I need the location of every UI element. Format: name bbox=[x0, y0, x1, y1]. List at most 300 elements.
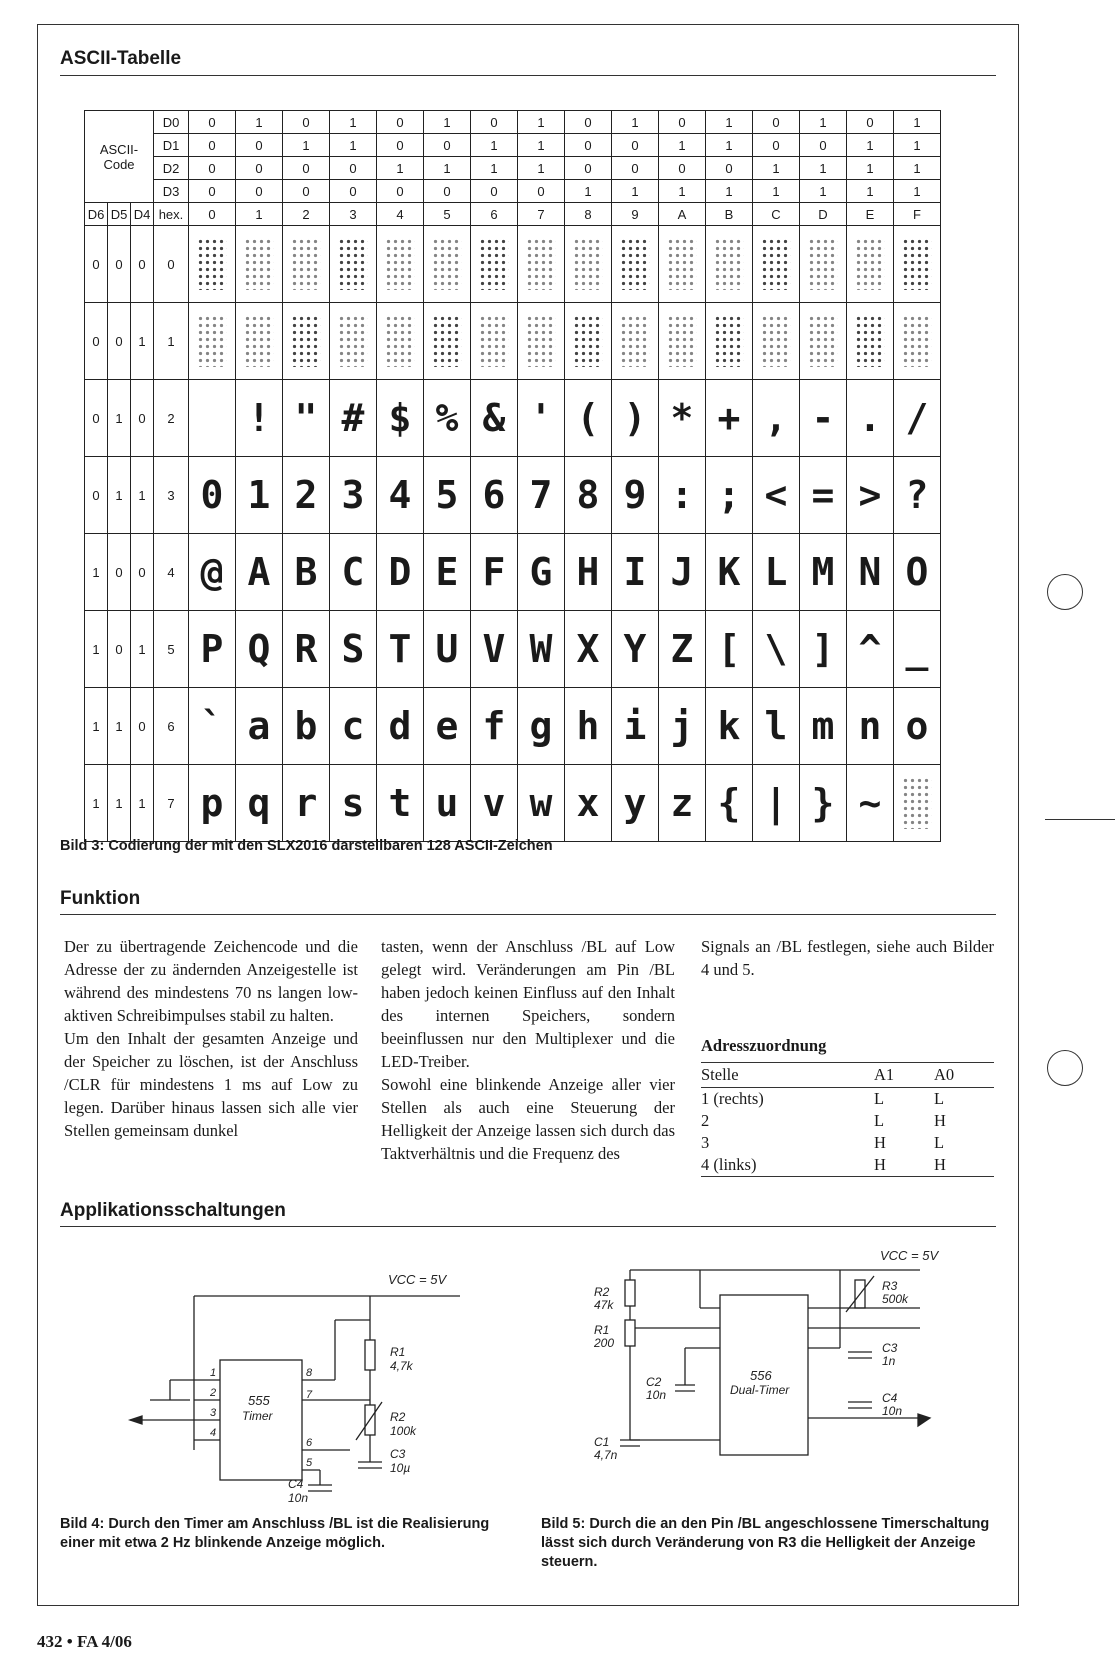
bit-value: 1 bbox=[659, 180, 706, 203]
dot-matrix-glyph bbox=[518, 611, 565, 688]
row-bit: 0 bbox=[108, 303, 131, 380]
bit-value: 1 bbox=[330, 134, 377, 157]
dot-matrix-glyph bbox=[753, 765, 800, 842]
glyph-char: m bbox=[811, 704, 835, 748]
row-bit: 1 bbox=[131, 303, 154, 380]
glyph-char: S bbox=[341, 627, 365, 671]
component-label: 4,7k bbox=[390, 1359, 413, 1373]
hex-value: 1 bbox=[236, 203, 283, 226]
resistor-r1 bbox=[365, 1340, 375, 1370]
dot-matrix-glyph bbox=[236, 457, 283, 534]
dot-pattern bbox=[714, 315, 744, 367]
dot-matrix-glyph bbox=[236, 534, 283, 611]
glyph-char: @ bbox=[200, 550, 224, 594]
col-header: hex. bbox=[154, 203, 189, 226]
dot-matrix-glyph bbox=[894, 688, 941, 765]
glyph-char: b bbox=[294, 704, 318, 748]
dot-pattern bbox=[573, 315, 603, 367]
hex-value: 7 bbox=[518, 203, 565, 226]
dot-matrix-glyph bbox=[800, 688, 847, 765]
dot-matrix-glyph bbox=[753, 534, 800, 611]
component-label: R3 bbox=[882, 1279, 898, 1293]
glyph-char: g bbox=[529, 704, 553, 748]
bit-value: 1 bbox=[800, 111, 847, 134]
dot-matrix-glyph bbox=[706, 534, 753, 611]
bit-value: 1 bbox=[800, 157, 847, 180]
row-bit: 0 bbox=[85, 457, 108, 534]
bit-value: 0 bbox=[612, 134, 659, 157]
col-header: D6 bbox=[85, 203, 108, 226]
bit-value: 0 bbox=[236, 134, 283, 157]
row-bit: 2 bbox=[154, 380, 189, 457]
glyph-char: n bbox=[858, 704, 882, 748]
glyph-char: 9 bbox=[623, 473, 647, 517]
glyph-char: [ bbox=[717, 627, 741, 671]
dot-matrix-glyph bbox=[753, 611, 800, 688]
glyph-char: W bbox=[529, 627, 553, 671]
dot-matrix-glyph bbox=[471, 765, 518, 842]
row-bit: 0 bbox=[85, 303, 108, 380]
bit-value: 0 bbox=[330, 180, 377, 203]
glyph-char: X bbox=[576, 627, 600, 671]
row-bit: 0 bbox=[85, 226, 108, 303]
glyph-char: % bbox=[435, 396, 459, 440]
address-table-title: Adresszuordnung bbox=[701, 1036, 827, 1055]
dot-matrix-glyph bbox=[894, 303, 941, 380]
dot-pattern bbox=[479, 315, 509, 367]
dot-matrix-glyph bbox=[283, 457, 330, 534]
dot-matrix-glyph bbox=[847, 611, 894, 688]
glyph-char: Q bbox=[247, 627, 271, 671]
hex-value: 3 bbox=[330, 203, 377, 226]
glyph-char: } bbox=[811, 781, 835, 825]
dot-matrix-glyph bbox=[424, 457, 471, 534]
dot-matrix-glyph bbox=[706, 303, 753, 380]
bit-value: 1 bbox=[706, 134, 753, 157]
bit-value: 1 bbox=[612, 111, 659, 134]
punch-hole-circle bbox=[1047, 1050, 1083, 1086]
dot-matrix-glyph bbox=[377, 380, 424, 457]
bit-name: D1 bbox=[154, 134, 189, 157]
pin-label: 2 bbox=[210, 1387, 217, 1399]
glyph-char: | bbox=[764, 781, 788, 825]
dot-matrix-glyph bbox=[518, 380, 565, 457]
glyph-char: ~ bbox=[858, 781, 882, 825]
component-label: 500k bbox=[882, 1292, 909, 1306]
dot-matrix-glyph bbox=[659, 226, 706, 303]
dot-matrix-glyph bbox=[753, 226, 800, 303]
bit-value: 0 bbox=[753, 111, 800, 134]
component-label: 4,7n bbox=[594, 1448, 618, 1462]
dot-pattern bbox=[667, 238, 697, 290]
bit-value: 0 bbox=[189, 157, 236, 180]
glyph-char: o bbox=[905, 704, 929, 748]
dot-matrix-glyph bbox=[189, 688, 236, 765]
addr-cell: H bbox=[934, 1111, 946, 1130]
glyph-char: > bbox=[858, 473, 882, 517]
dot-pattern bbox=[714, 238, 744, 290]
pot-arrow bbox=[846, 1276, 874, 1312]
dot-matrix-glyph bbox=[800, 611, 847, 688]
hex-value: D bbox=[800, 203, 847, 226]
bit-value: 1 bbox=[283, 134, 330, 157]
glyph-char: , bbox=[764, 396, 788, 440]
glyph-char: K bbox=[717, 550, 741, 594]
dot-matrix-glyph bbox=[424, 226, 471, 303]
glyph-char: ) bbox=[623, 396, 647, 440]
glyph-char: : bbox=[670, 473, 694, 517]
row-bit: 0 bbox=[85, 380, 108, 457]
glyph-char: f bbox=[482, 704, 506, 748]
glyph-char: J bbox=[670, 550, 694, 594]
addr-cell: H bbox=[874, 1154, 934, 1177]
section-rule bbox=[60, 75, 996, 76]
dot-matrix-glyph bbox=[894, 611, 941, 688]
dot-matrix-glyph bbox=[706, 611, 753, 688]
addr-cell: L bbox=[934, 1133, 945, 1152]
glyph-char: V bbox=[482, 627, 506, 671]
dot-matrix-glyph bbox=[236, 226, 283, 303]
dot-matrix-glyph bbox=[471, 534, 518, 611]
bit-value: 0 bbox=[189, 134, 236, 157]
dot-matrix-glyph bbox=[471, 380, 518, 457]
bit-value: 0 bbox=[236, 157, 283, 180]
row-bit: 1 bbox=[131, 765, 154, 842]
paragraph: Signals an /BL festlegen, siehe auch Bilder 4 und 5. bbox=[701, 937, 994, 979]
glyph-char: ( bbox=[576, 396, 600, 440]
figure-caption-3: Bild 3: Codierung der mit den SLX2016 darstellbaren 128 ASCII-Zeichen bbox=[60, 838, 553, 854]
dot-matrix-glyph bbox=[518, 534, 565, 611]
component-label: R2 bbox=[594, 1285, 610, 1299]
dot-pattern bbox=[526, 315, 556, 367]
dot-matrix-glyph bbox=[565, 303, 612, 380]
component-label: 10n bbox=[288, 1491, 309, 1505]
bit-value: 0 bbox=[518, 180, 565, 203]
bit-value: 1 bbox=[471, 134, 518, 157]
bit-value: 0 bbox=[283, 111, 330, 134]
glyph-char: < bbox=[764, 473, 788, 517]
pin-label: 7 bbox=[306, 1389, 313, 1401]
component-label: C3 bbox=[390, 1447, 406, 1461]
dot-pattern bbox=[902, 777, 932, 829]
dot-pattern bbox=[291, 315, 321, 367]
bit-value: 1 bbox=[706, 180, 753, 203]
pin-label: 5 bbox=[306, 1457, 313, 1469]
bit-value: 1 bbox=[706, 111, 753, 134]
dot-pattern bbox=[667, 315, 697, 367]
addr-cell: L bbox=[874, 1089, 885, 1108]
glyph-char: $ bbox=[388, 396, 412, 440]
row-bit: 0 bbox=[131, 534, 154, 611]
hex-value: 5 bbox=[424, 203, 471, 226]
row-bit: 1 bbox=[131, 457, 154, 534]
dot-matrix-glyph bbox=[847, 688, 894, 765]
glyph-char: 1 bbox=[247, 473, 271, 517]
glyph-char: # bbox=[341, 396, 365, 440]
addr-header: A1 bbox=[874, 1063, 934, 1088]
glyph-char: 8 bbox=[576, 473, 600, 517]
dot-matrix-glyph bbox=[283, 765, 330, 842]
hex-value: 2 bbox=[283, 203, 330, 226]
glyph-char: c bbox=[341, 704, 365, 748]
dot-matrix-glyph bbox=[377, 765, 424, 842]
pin-label: 6 bbox=[306, 1437, 313, 1449]
dot-matrix-glyph bbox=[424, 688, 471, 765]
dot-matrix-glyph bbox=[236, 380, 283, 457]
dot-matrix-glyph bbox=[236, 303, 283, 380]
glyph-char: x bbox=[576, 781, 600, 825]
paragraph: Um den Inhalt der gesamten Anzeige und der Speicher zu löschen, ist der Anschluss /CLR für mindestens 1 ms auf Low zu legen. Darüber hinaus lassen sich alle vier Stellen gemeinsam dunkel bbox=[64, 1029, 358, 1140]
glyph-char: w bbox=[529, 781, 553, 825]
pin-label: 8 bbox=[306, 1367, 313, 1379]
component-label: R2 bbox=[390, 1410, 406, 1424]
glyph-char: . bbox=[858, 396, 882, 440]
dot-pattern bbox=[291, 238, 321, 290]
addr-cell: 4 (links) bbox=[701, 1154, 874, 1177]
glyph-char: = bbox=[811, 473, 835, 517]
row-bit: 0 bbox=[108, 534, 131, 611]
dot-matrix-glyph bbox=[471, 688, 518, 765]
bit-value: 0 bbox=[800, 134, 847, 157]
component-label: 10µ bbox=[390, 1461, 411, 1475]
dot-matrix-glyph bbox=[236, 611, 283, 688]
glyph-char: 4 bbox=[388, 473, 412, 517]
glyph-char: ^ bbox=[858, 627, 882, 671]
glyph-char: R bbox=[294, 627, 318, 671]
dot-matrix-glyph bbox=[800, 380, 847, 457]
dot-matrix-glyph bbox=[377, 303, 424, 380]
section-rule bbox=[60, 1226, 996, 1227]
addr-cell: 1 (rechts) bbox=[701, 1089, 764, 1108]
glyph-char: * bbox=[670, 396, 694, 440]
dot-matrix-glyph bbox=[189, 457, 236, 534]
dot-matrix-glyph bbox=[659, 688, 706, 765]
bit-value: 0 bbox=[283, 157, 330, 180]
dot-matrix-glyph bbox=[894, 765, 941, 842]
hex-value: 8 bbox=[565, 203, 612, 226]
dot-pattern bbox=[808, 315, 838, 367]
dot-matrix-glyph bbox=[189, 534, 236, 611]
dot-matrix-glyph bbox=[659, 534, 706, 611]
dot-matrix-glyph bbox=[753, 303, 800, 380]
dot-matrix-glyph bbox=[565, 534, 612, 611]
glyph-char: u bbox=[435, 781, 459, 825]
glyph-char: 5 bbox=[435, 473, 459, 517]
dot-matrix-glyph bbox=[565, 380, 612, 457]
dot-matrix-glyph bbox=[659, 611, 706, 688]
component-label: C4 bbox=[288, 1477, 304, 1491]
label-text: ASCII- bbox=[99, 141, 139, 157]
chip-label: 556 bbox=[750, 1368, 772, 1383]
dot-matrix-glyph bbox=[189, 765, 236, 842]
row-bit: 1 bbox=[85, 765, 108, 842]
dot-matrix-glyph bbox=[189, 380, 236, 457]
chip-label: 555 bbox=[248, 1393, 270, 1408]
dot-matrix-glyph bbox=[847, 303, 894, 380]
row-bit: 1 bbox=[108, 457, 131, 534]
bit-value: 0 bbox=[706, 157, 753, 180]
bit-value: 0 bbox=[424, 180, 471, 203]
glyph-char: + bbox=[717, 396, 741, 440]
col-header: D4 bbox=[131, 203, 154, 226]
dot-matrix-glyph bbox=[283, 226, 330, 303]
glyph-char: ! bbox=[247, 396, 271, 440]
dot-matrix-glyph bbox=[471, 611, 518, 688]
bit-value: 1 bbox=[894, 157, 941, 180]
section-title-ascii: ASCII-Tabelle bbox=[60, 48, 182, 69]
row-bit: 6 bbox=[154, 688, 189, 765]
dot-matrix-glyph bbox=[612, 688, 659, 765]
dot-matrix-glyph bbox=[330, 688, 377, 765]
dot-matrix-glyph bbox=[283, 303, 330, 380]
dot-matrix-glyph bbox=[377, 688, 424, 765]
glyph-char: r bbox=[294, 781, 318, 825]
dot-matrix-glyph bbox=[189, 611, 236, 688]
schematic-555 bbox=[120, 1240, 460, 1510]
bit-value: 1 bbox=[377, 157, 424, 180]
dot-matrix-glyph bbox=[847, 226, 894, 303]
dot-matrix-glyph bbox=[565, 688, 612, 765]
pin-label: 4 bbox=[210, 1427, 217, 1439]
addr-cell: L bbox=[934, 1089, 945, 1108]
bit-value: 0 bbox=[565, 157, 612, 180]
schematic-556 bbox=[590, 1240, 950, 1490]
dot-matrix-glyph bbox=[471, 457, 518, 534]
dot-matrix-glyph bbox=[424, 534, 471, 611]
figure-caption-4: Bild 4: Durch den Timer am Anschluss /BL ist die Realisierung einer mit etwa 2 Hz blinkende Anzeige möglich. bbox=[60, 1516, 490, 1551]
glyph-char: H bbox=[576, 550, 600, 594]
bit-value: 1 bbox=[659, 134, 706, 157]
paragraph: tasten, wenn der Anschluss /BL auf Low gelegt wird. Veränderungen am Pin /BL haben jedoch keinen Einfluss auf den Inhalt des internen Speichers, sondern beeinflussen nur den Multiplexer und die LED-Treiber. bbox=[381, 937, 675, 1071]
bit-value: 0 bbox=[189, 111, 236, 134]
dot-matrix-glyph bbox=[236, 765, 283, 842]
glyph-char: ? bbox=[905, 473, 929, 517]
bit-value: 0 bbox=[377, 111, 424, 134]
bit-value: 1 bbox=[236, 111, 283, 134]
row-bit: 1 bbox=[131, 611, 154, 688]
addr-cell: 2 bbox=[701, 1111, 710, 1130]
vcc-label: VCC = 5V bbox=[880, 1248, 939, 1263]
glyph-char: ' bbox=[529, 396, 553, 440]
paragraph: Der zu übertragende Zeichencode und die Adresse der zu ändernden Anzeigestelle ist während des mindestens 70 ns langen low-aktiven Schreibimpulses stabil zu halten. bbox=[64, 937, 358, 1025]
glyph-char: / bbox=[905, 396, 929, 440]
bit-value: 1 bbox=[424, 111, 471, 134]
dot-matrix-glyph bbox=[847, 765, 894, 842]
vcc-label: VCC = 5V bbox=[388, 1272, 447, 1287]
pin-label: 3 bbox=[210, 1407, 217, 1419]
dot-matrix-glyph bbox=[894, 534, 941, 611]
addr-cell: 3 bbox=[701, 1133, 710, 1152]
pin-label: 1 bbox=[210, 1367, 217, 1379]
dot-matrix-glyph bbox=[612, 534, 659, 611]
hex-value: A bbox=[659, 203, 706, 226]
dot-matrix-glyph bbox=[706, 226, 753, 303]
bit-value: 1 bbox=[612, 180, 659, 203]
row-bit: 1 bbox=[108, 765, 131, 842]
row-bit: 0 bbox=[131, 380, 154, 457]
dot-matrix-glyph bbox=[565, 765, 612, 842]
dot-matrix-glyph bbox=[283, 534, 330, 611]
dot-matrix-glyph bbox=[800, 303, 847, 380]
section-rule bbox=[60, 914, 996, 915]
figure-caption-5: Bild 5: Durch die an den Pin /BL angeschlossene Timerschaltung lässt sich durch Veränderung von R3 die Helligkeit der Anzeige steuern. bbox=[541, 1516, 990, 1570]
dot-matrix-glyph bbox=[330, 611, 377, 688]
dot-pattern bbox=[902, 238, 932, 290]
dot-matrix-glyph bbox=[283, 380, 330, 457]
glyph-char: \ bbox=[764, 627, 788, 671]
dot-matrix-glyph bbox=[565, 457, 612, 534]
glyph-char: F bbox=[482, 550, 506, 594]
dot-pattern bbox=[855, 315, 885, 367]
dot-pattern bbox=[385, 315, 415, 367]
dot-matrix-glyph bbox=[612, 380, 659, 457]
glyph-char: U bbox=[435, 627, 459, 671]
glyph-char: y bbox=[623, 781, 647, 825]
dot-matrix-glyph bbox=[659, 457, 706, 534]
hex-value: B bbox=[706, 203, 753, 226]
dot-pattern bbox=[244, 315, 274, 367]
chip-label: Timer bbox=[242, 1409, 273, 1423]
component-label: R1 bbox=[390, 1345, 406, 1359]
address-table bbox=[701, 1062, 994, 1177]
dot-pattern bbox=[197, 238, 227, 290]
bit-value: 0 bbox=[377, 180, 424, 203]
dot-matrix-glyph bbox=[471, 226, 518, 303]
glyph-char: _ bbox=[905, 627, 929, 671]
dot-matrix-glyph bbox=[706, 688, 753, 765]
dot-matrix-glyph bbox=[706, 457, 753, 534]
dot-matrix-glyph bbox=[518, 303, 565, 380]
hex-value: 6 bbox=[471, 203, 518, 226]
glyph-char: { bbox=[717, 781, 741, 825]
dot-matrix-glyph bbox=[283, 611, 330, 688]
glyph-char: L bbox=[764, 550, 788, 594]
row-bit: 1 bbox=[85, 534, 108, 611]
bit-value: 1 bbox=[518, 134, 565, 157]
bit-name: D3 bbox=[154, 180, 189, 203]
punch-hole-circle bbox=[1047, 574, 1083, 610]
dot-pattern bbox=[761, 315, 791, 367]
bit-value: 0 bbox=[330, 157, 377, 180]
dot-pattern bbox=[197, 315, 227, 367]
glyph-char: G bbox=[529, 550, 553, 594]
glyph-char: 7 bbox=[529, 473, 553, 517]
addr-cell: L bbox=[874, 1111, 885, 1130]
dot-matrix-glyph bbox=[800, 226, 847, 303]
dot-pattern bbox=[902, 315, 932, 367]
dot-matrix-glyph bbox=[753, 688, 800, 765]
dot-matrix-glyph bbox=[659, 303, 706, 380]
resistor-r1 bbox=[625, 1320, 635, 1346]
glyph-char: v bbox=[482, 781, 506, 825]
row-bit: 0 bbox=[108, 226, 131, 303]
component-label: 1n bbox=[882, 1354, 896, 1368]
hex-value: E bbox=[847, 203, 894, 226]
section-title-funktion: Funktion bbox=[60, 888, 141, 909]
glyph-char: P bbox=[200, 627, 224, 671]
glyph-char: ] bbox=[811, 627, 835, 671]
addr-cell: H bbox=[934, 1154, 994, 1177]
glyph-char: d bbox=[388, 704, 412, 748]
glyph-char: Z bbox=[670, 627, 694, 671]
bit-value: 1 bbox=[894, 111, 941, 134]
text-column-1 bbox=[64, 935, 358, 1142]
dot-matrix-glyph bbox=[706, 380, 753, 457]
dot-matrix-glyph bbox=[800, 765, 847, 842]
chip-label: Dual-Timer bbox=[730, 1383, 790, 1397]
row-bit: 0 bbox=[154, 226, 189, 303]
text-column-3 bbox=[701, 935, 994, 981]
